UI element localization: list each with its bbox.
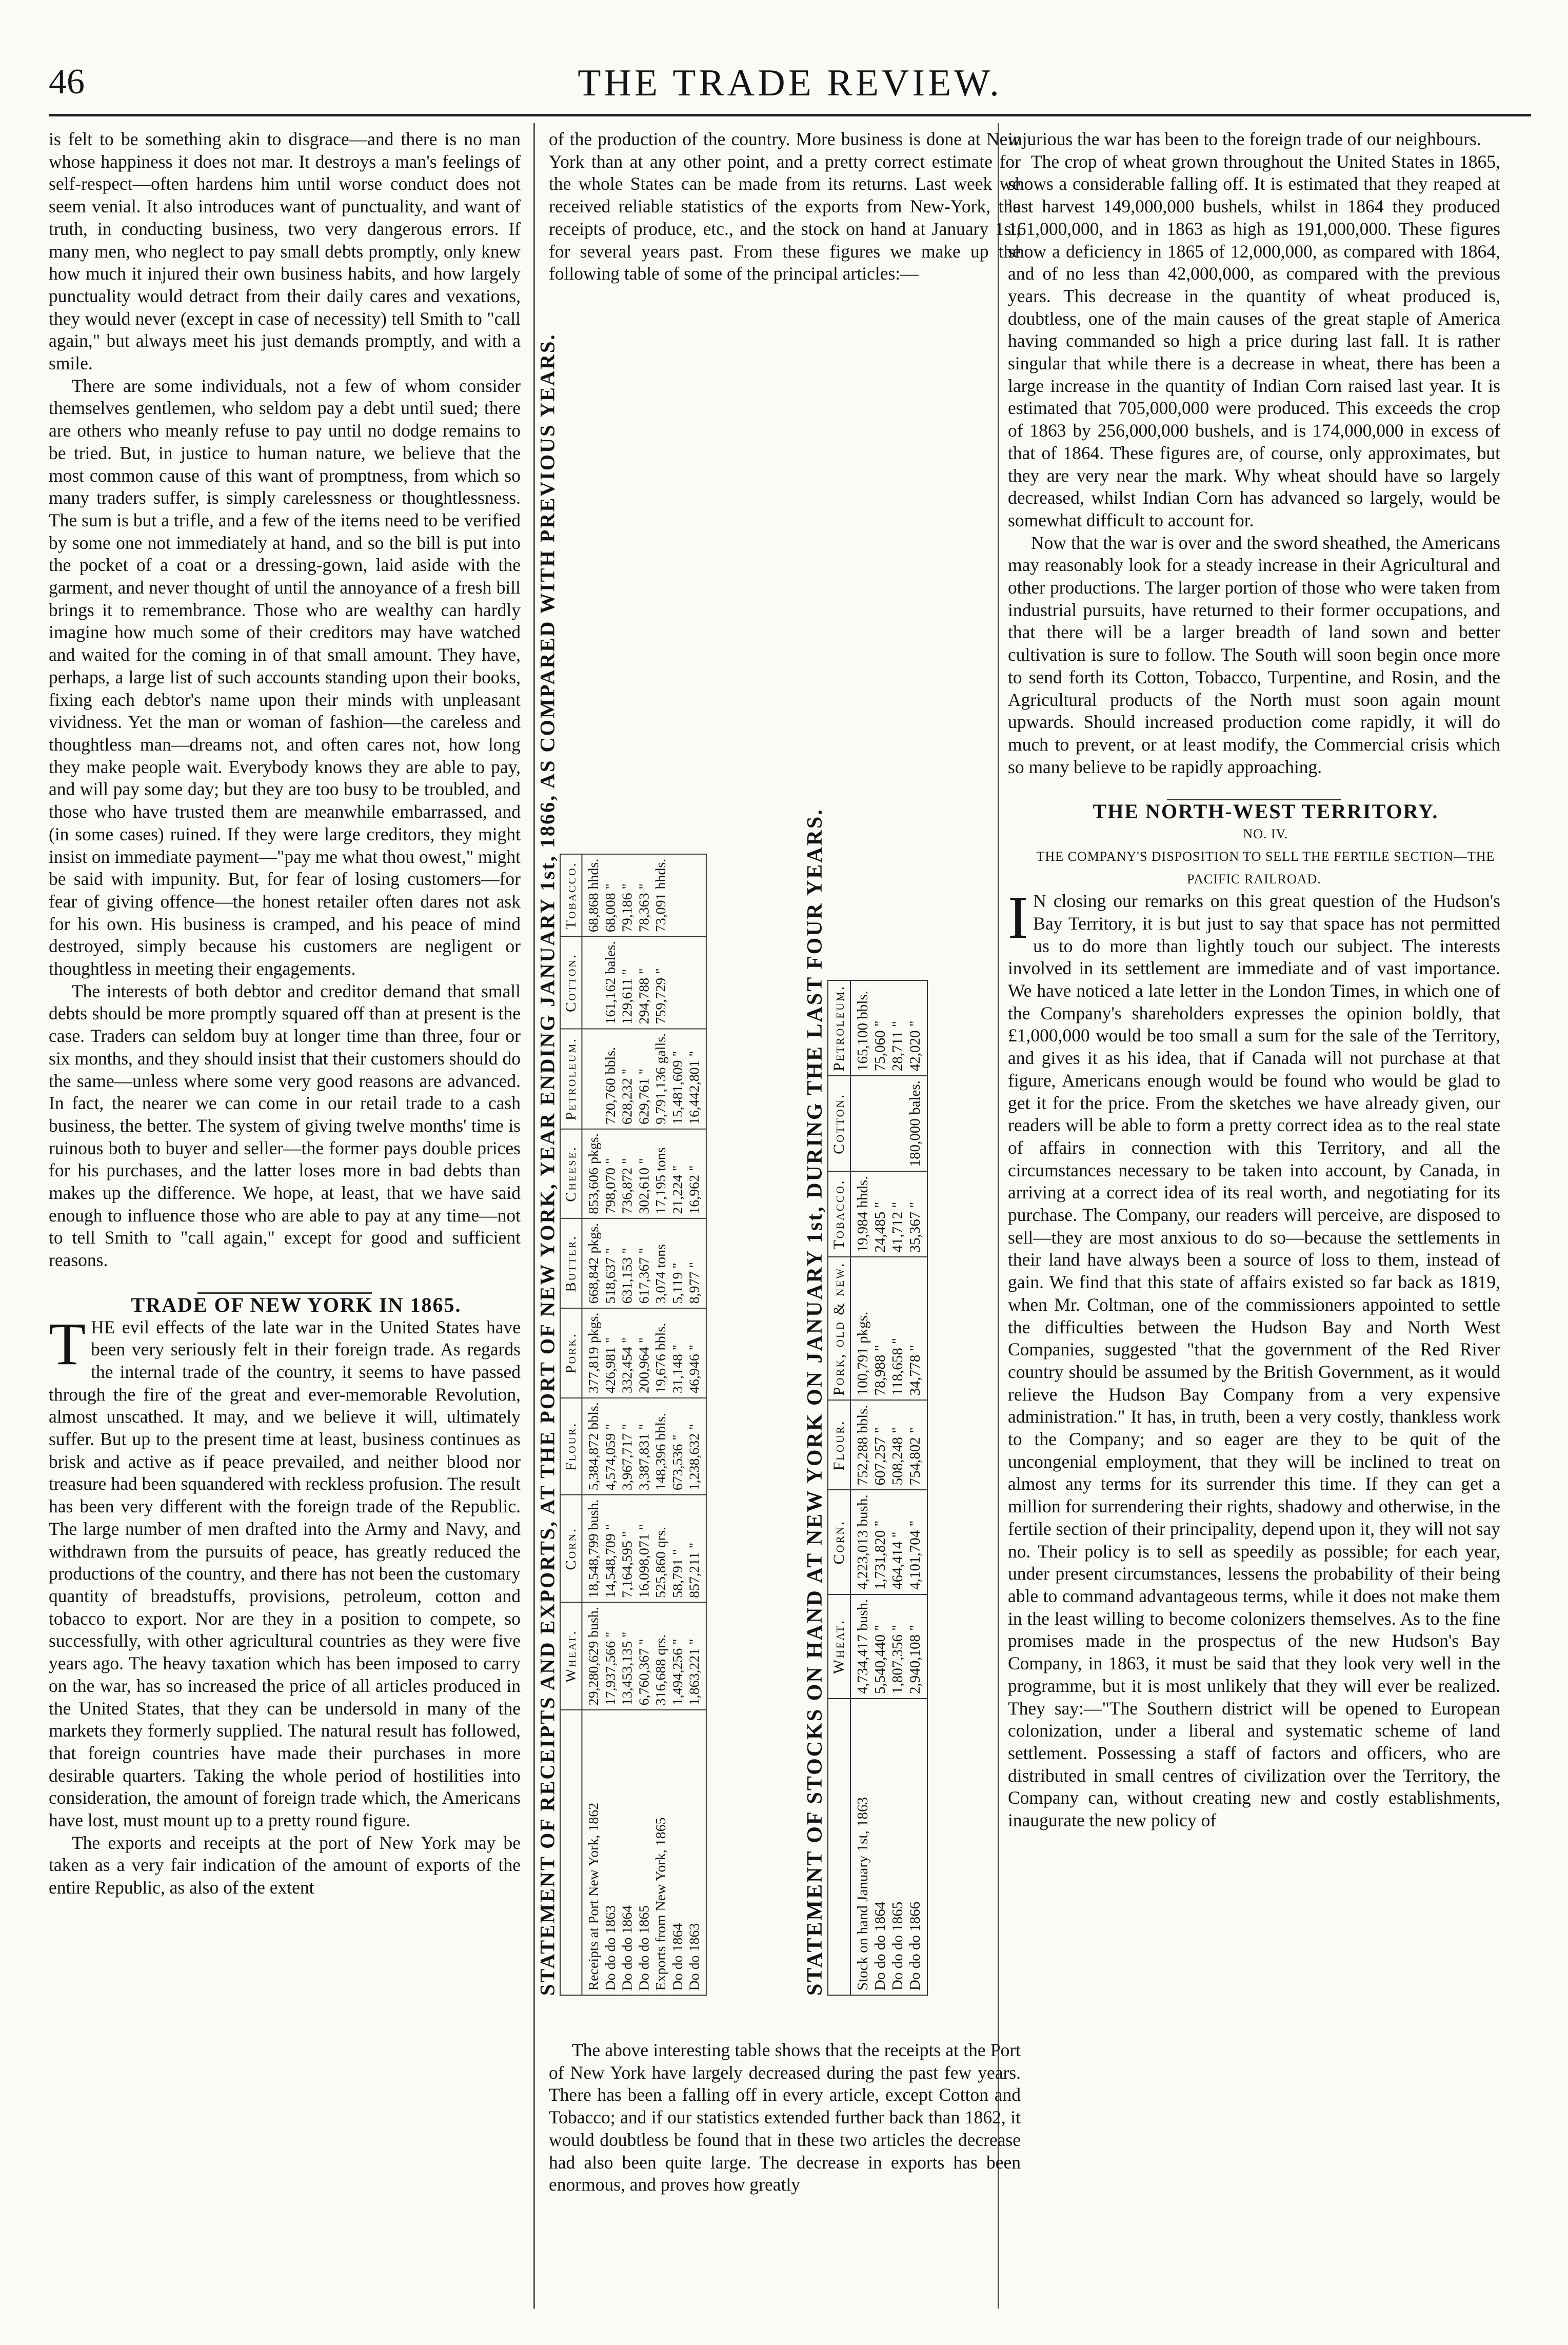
table-cell: 3,387,831 " [636, 1398, 652, 1495]
table-cell: 68,868 hhds. [582, 854, 602, 937]
paragraph: injurious the war has been to the foreign trade of our neighbours. [1008, 129, 1481, 149]
table-cell: 752,288 bbls. [850, 1400, 871, 1490]
table-cell: 4,574,059 " [602, 1398, 619, 1495]
table-cell: 673,536 " [669, 1398, 686, 1495]
table-title: STATEMENT OF RECEIPTS AND EXPORTS, AT THE PORT OF NEW YORK, YEAR ENDING JANUARY 1st, 1866, AS COMPARED WITH PREVIOUS YEARS. [536, 333, 560, 1996]
column-header: Pork. [560, 1308, 582, 1398]
table-cell: 426,981 " [602, 1308, 619, 1398]
table-cell [871, 1076, 889, 1171]
column-header: Cotton. [560, 937, 582, 1029]
column-header: Cheese. [560, 1129, 582, 1219]
table-cell: 525,860 qrs. [652, 1495, 669, 1603]
table-cell: 19,984 hhds. [850, 1171, 871, 1257]
stocks-table [803, 808, 928, 1996]
column-header: Tobacco. [828, 1171, 850, 1257]
page-number: 46 [49, 62, 85, 102]
table-cell: 332,454 " [619, 1308, 636, 1398]
table-cell [582, 1029, 602, 1129]
column-middle-bottom [549, 2039, 1021, 2196]
paragraph: The crop of wheat grown throughout the United States in 1865, shows a considerable falling off. It is estimated that they reaped at last harvest 149,000,000 bushels, whilst in 1864 they produced 161,000,000, and in 1863 as high as 191,000,000. These figures show a deficiency in 1865 of 12,000,000, as compared with 1864, and of no less than 42,000,000, as compared with the previous years. This decrease in the quantity of wheat produced is, doubtless, one of the main causes of the great staple of America having commanded so high a price during last fall. It is rather singular that while there is a decrease in wheat, there has been a large increase in the quantity of Indian Corn raised last year. It is estimated that 705,000,000 were produced. This exceeds the crop of 1863 by 256,000,000 bushels, and is 174,000,000 in excess of that of 1864. These figures are, of course, only approximates, but they are very near the mark. Why wheat should have so largely decreased, whilst Indian Corn has advanced so largely, would be somewhat difficult to account for. [1008, 151, 1500, 530]
table-cell: 31,148 " [669, 1308, 686, 1398]
table-cell: 1,494,256 " [669, 1602, 686, 1710]
table-cell: 617,367 " [636, 1218, 652, 1308]
header-rule [49, 114, 1531, 116]
table-cell: 798,070 " [602, 1129, 619, 1219]
row-label: Exports from New York, 1865 [652, 1710, 669, 1995]
paragraph-text: N closing our remarks on this great question of the Hudson's Bay Territory, it is but just to say that space has not permitted us to do more than lightly touch our subject. The interests involved in its settlement are immediate and of vast importance. We have noticed a late letter in the London Times, in which one of the Company's shareholders expresses the opinion boldly, that £1,000,000 would be too small a sum for the sale of the Territory, and gives it as his idea, that if Canada will not purchase at that figure, Americans enough would be found who would be glad to get it for the price. From the sketches we have already given, our readers will be able to form a pretty correct idea as to the real state of affairs in connection with this Territory, and all the circumstances necessary to be taken into account, by Canada, in arriving at a correct idea of its real worth, and negotiating for its purchase. The Company, our readers will perceive, are disposed to sell—they are most anxious to do so—because the settlements in their land have always been a source of loss to them, instead of gain. We find that this state of affairs existed so far back as 1819, when Mr. Coltman, one of the commissioners appointed to settle the difficulties between the Hudson Bay and North West Companies, suggested "that the government of the Red River country should be assumed by the British Government, as it would relieve the Hudson Bay Company from a very expensive administration." It has, in truth, been a very costly, thankless work to the Company; and so eager are they to be quit of the uncongenial employment, that they will be inclined to treat on almost any terms for its surrender this time. If they can get a million for surrendering their rights, shadowy and otherwise, in the fertile section of their principality, depend upon it, they will not say no. Their policy is to sell as speedily as possible; for each year, under present circumstances, lessens the probability of their being able to command advantageous terms, while it does not make them in the least willing to become colonizers themselves. As to the fine promises made in the prospectus of the new Hudson's Bay Company, in 1863, it must be said that they look very well in the programme, but it is most unlikely that they will ever be realized. They say:—"The Southern district will be opened to European colonization, under a liberal and systematic scheme of land settlement. Possessing a staff of factors and officers, who are distributed in small centres of civilization over the Territory, the Company can, without creating new and costly establishments, inaugurate the new policy of [1008, 891, 1500, 1831]
table-cell: 4,734,417 bush. [850, 1594, 871, 1699]
data-table [827, 980, 928, 1996]
paragraph: There are some individuals, not a few of whom consider themselves gentlemen, who seldom pay a debt until sued; there are others who meanly refuse to pay until no dodge remains to be tried. But, in justice to human nature, we believe that the most common cause of this want of promptness, from which so many traders suffer, is simply carelessness or thoughtlessness. The sum is but a trifle, and a few of the items need to be verified by some one not immediately at hand, and so the bill is put into the pocket of a coat or a dressing-gown, laid aside with the garment, and never thought of until the annoyance of a fresh bill brings it to remembrance. Those who are wealthy can hardly imagine how much some of their creditors may have watched and waited for the coming in of that small amount. They have, perhaps, a large list of such accounts standing upon their books, fixing each debtor's name upon their minds with unpleasant vividness. Yet the man or woman of fashion—the careless and thoughtless man—dreams not, and often cares not, how long they make people wait. Everybody knows they are able to pay, and will pay some day; but they are too busy to be troubled, and those who have trusted them are meanwhile embarrassed, and (in some cases) ruined. If they were large creditors, they might insist on immediate payment—"pay me what thou owest," might be said with impunity. But, for fear of losing customers—for fear of giving offence—the honest retailer often dares not ask for his own. His business is cramped, and his peace of mind destroyed, simply because his customers are negligent or thoughtless in meeting their engagements. [49, 375, 521, 979]
table-cell: 736,872 " [619, 1129, 636, 1219]
table-cell: 15,481,609 " [669, 1029, 686, 1129]
table-row [906, 980, 927, 1995]
row-label: Do do 1864 [669, 1710, 686, 1995]
table-cell: 3,074 tons [652, 1218, 669, 1308]
table-cell: 21,224 " [669, 1129, 686, 1219]
table-cell: 200,964 " [636, 1308, 652, 1398]
paragraph: The interests of both debtor and creditor demand that small debts should be more promptly squared off than at present is the case. Traders can seldom buy at longer time than three, four or six months, and they should insist that their customers should do the same—unless where some very good reasons are advanced. In fact, the nearer we can come in our retail trade to a cash business, the better. The system of giving twelve months' time is ruinous both to buyer and seller—the former pays double prices for his purchases, and the latter loses more in bad debts than makes up the difference. We hope, at least, that we have said enough to influence those who are able to pay at any time—not to tell Smith to "call again," except for good and sufficient reasons. [49, 980, 521, 1271]
table-cell: 73,091 hhds. [652, 854, 669, 937]
table-cell: 759,729 " [652, 937, 669, 1029]
receipts-exports-table [536, 333, 707, 1996]
table-cell: 316,688 qrs. [652, 1602, 669, 1710]
table-cell: 853,606 pkgs. [582, 1129, 602, 1219]
table-row [652, 854, 669, 1995]
table-cell: 1,238,632 " [686, 1398, 706, 1495]
row-label: Stock on hand January 1st, 1863 [850, 1699, 871, 1995]
paragraph: is felt to be something akin to disgrace—and there is no man whose happiness it does not mar. It destroys a man's feelings of self-respect—often hardens him until worse conduct does not seem venial. It also introduces want of punctuality, and want of truth, in conducting business, two very dangerous errors. If many men, who neglect to pay small debts promptly, only knew how much it injured their own business habits, and how largely punctuality would detract from their daily cares and vexations, they would never (except in case of necessity) tell Smith to "call again," but always meet his just demands promptly, and with a smile. [49, 129, 521, 374]
table-cell: 118,658 " [889, 1257, 906, 1400]
table-cell: 29,280,629 bush. [582, 1602, 602, 1710]
section-number: NO. IV. [1243, 826, 1288, 842]
column-header: Wheat. [828, 1594, 850, 1699]
section-title: THE NORTH-WEST TERRITORY. [1093, 800, 1439, 823]
drop-cap: I [1008, 884, 1028, 952]
table-cell: 2,940,108 " [906, 1594, 927, 1699]
table-cell: 34,778 " [906, 1257, 927, 1400]
column-header [828, 1699, 850, 1995]
table-cell [686, 854, 706, 937]
table-cell: 508,248 " [889, 1400, 906, 1490]
table-cell: 100,791 pkgs. [850, 1257, 871, 1400]
table-cell: 78,363 " [636, 854, 652, 937]
table-cell: 464,414 " [889, 1490, 906, 1594]
table-cell: 46,946 " [686, 1308, 706, 1398]
drop-cap: T [49, 1310, 86, 1377]
table-cell [669, 854, 686, 937]
table-cell: 42,020 " [906, 980, 927, 1076]
column-header: Pork, old & new. [828, 1257, 850, 1400]
table-cell [850, 1076, 871, 1171]
column-header: Corn. [560, 1495, 582, 1603]
table-cell: 18,548,799 bush. [582, 1495, 602, 1603]
table-cell: 24,485 " [871, 1171, 889, 1257]
column-header: Tobacco. [560, 854, 582, 937]
table-cell: 1,807,356 " [889, 1594, 906, 1699]
table-cell: 13,453,135 " [619, 1602, 636, 1710]
table-cell: 165,100 bbls. [850, 980, 871, 1076]
table-title: STATEMENT OF STOCKS ON HAND AT NEW YORK ON JANUARY 1st, DURING THE LAST FOUR YEARS. [803, 808, 827, 1996]
table-cell: 16,442,801 " [686, 1029, 706, 1129]
table-cell: 5,119 " [669, 1218, 686, 1308]
paragraph: The above interesting table shows that the receipts at the Port of New York have largely decreased during the past few years. There has been a falling off in every article, except Cotton and Tobacco; and if our statistics extended further back than 1862, it would doubtless be found that in these two articles the decrease had also been quite large. The decrease in exports has been enormous, and proves how greatly [549, 2040, 1021, 2195]
column-header [560, 1710, 582, 1995]
table-cell: 5,384,872 bbls. [582, 1398, 602, 1495]
paragraph: of the production of the country. More business is done at New York than at any other point, and a pretty correct estimate for the whole States can be made from its returns. Last week we received reliable statistics of the exports from New-York, the receipts of produce, etc., and the stock on hand at January 1st, for several years past. From these figures we make up the following table of some of the principal articles:— [549, 129, 1021, 284]
column-right [1008, 128, 1500, 1832]
table-cell: 14,548,709 " [602, 1495, 619, 1603]
table-cell: 857,211 " [686, 1495, 706, 1603]
table-cell: 607,257 " [871, 1400, 889, 1490]
table-cell: 58,791 " [669, 1495, 686, 1603]
row-label: Do do do 1864 [619, 1710, 636, 1995]
table-cell: 4,223,013 bush. [850, 1490, 871, 1594]
column-header: Cotton. [828, 1076, 850, 1171]
table-cell: 148,396 bbls. [652, 1398, 669, 1495]
column-header: Flour. [828, 1400, 850, 1490]
page-title: THE TRADE REVIEW. [578, 62, 1002, 104]
table-cell: 1,731,820 " [871, 1490, 889, 1594]
column-header: Butter. [560, 1218, 582, 1308]
row-label: Do do do 1865 [889, 1699, 906, 1995]
table-cell: 6,760,367 " [636, 1602, 652, 1710]
table-cell: 518,637 " [602, 1218, 619, 1308]
table-cell: 302,610 " [636, 1129, 652, 1219]
row-label: Do do do 1866 [906, 1699, 927, 1995]
table-cell: 668,842 pkgs. [582, 1218, 602, 1308]
column-header: Wheat. [560, 1602, 582, 1710]
section-title: TRADE OF NEW YORK IN 1865. [131, 1293, 462, 1316]
statistics-tables [536, 328, 1018, 1996]
table-cell [686, 937, 706, 1029]
section-subtitle: THE COMPANY'S DISPOSITION TO SELL THE FERTILE SECTION—THE PACIFIC RAILROAD. [1036, 849, 1495, 886]
page-header [49, 56, 1531, 113]
paragraph [49, 1310, 521, 1832]
table-cell: 628,232 " [619, 1029, 636, 1129]
table-cell: 180,000 bales. [906, 1076, 927, 1171]
table-cell: 4,101,704 " [906, 1490, 927, 1594]
table-cell: 294,788 " [636, 937, 652, 1029]
row-label: Do do do 1865 [636, 1710, 652, 1995]
table-cell: 19,676 bbls. [652, 1308, 669, 1398]
table-cell: 754,802 " [906, 1400, 927, 1490]
table-cell: 7,164,595 " [619, 1495, 636, 1603]
row-label: Do do do 1863 [602, 1710, 619, 1995]
column-header: Flour. [560, 1398, 582, 1495]
table-cell: 16,098,071 " [636, 1495, 652, 1603]
table-cell: 68,008 " [602, 854, 619, 937]
table-cell: 79,186 " [619, 854, 636, 937]
table-row [619, 854, 636, 1995]
column-header: Corn. [828, 1490, 850, 1594]
paragraph-text: HE evil effects of the late war in the United States have been very seriously felt in their foreign trade. As regards the internal trade of the country, it seems to have passed through the fire of the great and ever-memorable Revolution, almost unscathed. It may, and we believe it will, ultimately suffer. But up to the present time at least, business continues as brisk and active as if peace prevailed, and neither blood nor treasure had been squandered with reckless profusion. The result has been very different with the foreign trade of the Republic. The large number of men drafted into the Army and Navy, and withdrawn from the pursuits of peace, has greatly reduced the productions of the country, and there has not been the customary quantity of breadstuffs, provisions, petroleum, cotton and tobacco to export. Nor are they in a position to compete, so successfully, with other agricultural countries as they were five years ago. The heavy taxation which has been imposed to carry on the war, has so increased the price of all articles produced in the United States, that they can be undersold in many of the markets they formerly supplied. The natural result has followed, that foreign countries have made their purchases in more desirable quarters. Taking the whole period of hostilities into consideration, the amount of foreign trade which, the Americans have lost, must mount up to a pretty round figure. [49, 1316, 521, 1831]
column-divider [533, 123, 535, 2309]
column-middle [549, 128, 1021, 285]
row-label: Do do do 1864 [871, 1699, 889, 1995]
table-cell [669, 937, 686, 1029]
table-cell: 629,761 " [636, 1029, 652, 1129]
table-row [669, 854, 686, 1995]
paragraph [1008, 884, 1500, 1832]
table-cell: 161,162 bales. [602, 937, 619, 1029]
table-cell: 41,712 " [889, 1171, 906, 1257]
table-cell: 1,863,221 " [686, 1602, 706, 1710]
table-cell: 35,367 " [906, 1171, 927, 1257]
table-row [871, 980, 889, 1995]
table-cell: 28,711 " [889, 980, 906, 1076]
table-row [850, 980, 871, 1995]
table-cell: 129,611 " [619, 937, 636, 1029]
table-cell: 5,540,440 " [871, 1594, 889, 1699]
row-label: Do do 1863 [686, 1710, 706, 1995]
row-label: Receipts at Port New York, 1862 [582, 1710, 602, 1995]
table-cell: 9,791,136 galls. [652, 1029, 669, 1129]
column-header: Petroleum. [828, 980, 850, 1076]
table-cell: 17,937,566 " [602, 1602, 619, 1710]
data-table [560, 854, 707, 1996]
table-cell: 720,760 bbls. [602, 1029, 619, 1129]
paragraph: Now that the war is over and the sword sheathed, the Americans may reasonably look for a steady increase in their Agricultural and other productions. The larger portion of those who were taken from industrial pursuits, have returned to their former occupations, and that there will be a larger breadth of land sown and better cultivation is sure to follow. The South will soon begin once more to send forth its Cotton, Tobacco, Turpentine, and Rosin, and the Agricultural products of the North must soon again mount upwards. Should increased production come rapidly, it will do much to prevent, or at least modify, the Commercial crisis which so many believe to be rapidly approaching. [1008, 532, 1500, 777]
column-left [49, 128, 521, 1899]
table-row [582, 854, 602, 1995]
paragraph: The exports and receipts at the port of New York may be taken as a very fair indication of the amount of exports of the entire Republic, as also of the extent [49, 1832, 521, 1898]
table-row [636, 854, 652, 1995]
table-cell [889, 1076, 906, 1171]
table-cell: 16,962 " [686, 1129, 706, 1219]
column-header: Petroleum. [560, 1029, 582, 1129]
table-row [602, 854, 619, 1995]
table-cell: 8,977 " [686, 1218, 706, 1308]
table-cell: 78,988 " [871, 1257, 889, 1400]
table-cell: 377,819 pkgs. [582, 1308, 602, 1398]
table-cell: 17,195 tons [652, 1129, 669, 1219]
table-cell [582, 937, 602, 1029]
table-row [889, 980, 906, 1995]
table-cell: 631,153 " [619, 1218, 636, 1308]
table-cell: 3,967,717 " [619, 1398, 636, 1495]
table-row [686, 854, 706, 1995]
table-cell: 75,060 " [871, 980, 889, 1076]
